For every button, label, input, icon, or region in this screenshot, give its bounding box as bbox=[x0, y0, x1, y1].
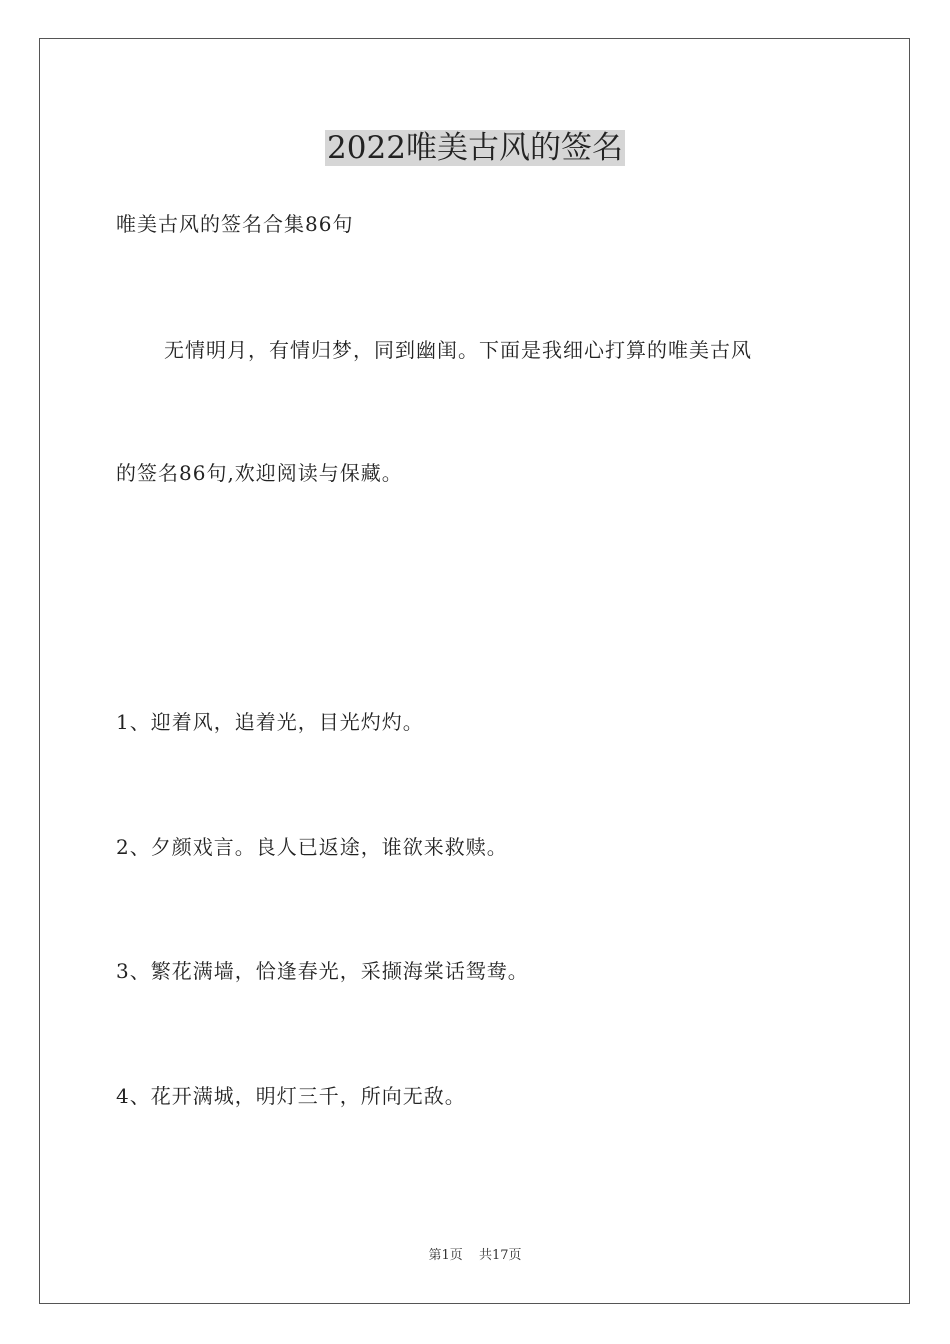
subtitle: 唯美古风的签名合集86句 bbox=[116, 212, 354, 236]
title-text: 2022唯美古风的签名 bbox=[327, 130, 623, 166]
page-footer bbox=[0, 1247, 950, 1265]
document-title bbox=[0, 126, 950, 170]
intro-paragraph-line-1: 无情明月，有情归梦，同到幽闺。下面是我细心打算的唯美古风 bbox=[164, 338, 752, 362]
page-number-total: 共17页 bbox=[478, 1248, 522, 1263]
list-item: 2、夕颜戏言。良人已返途，谁欲来救赎。 bbox=[116, 835, 508, 859]
list-item: 4、花开满城，明灯三千，所向无敌。 bbox=[116, 1084, 466, 1108]
page-number-current: 第1页 bbox=[428, 1248, 463, 1263]
list-item: 3、繁花满墙，恰逢春光，采撷海棠话鸳鸯。 bbox=[116, 959, 529, 983]
list-item: 1、迎着风，追着光，目光灼灼。 bbox=[116, 710, 424, 734]
intro-paragraph-line-2: 的签名86句,欢迎阅读与保藏。 bbox=[116, 461, 403, 485]
